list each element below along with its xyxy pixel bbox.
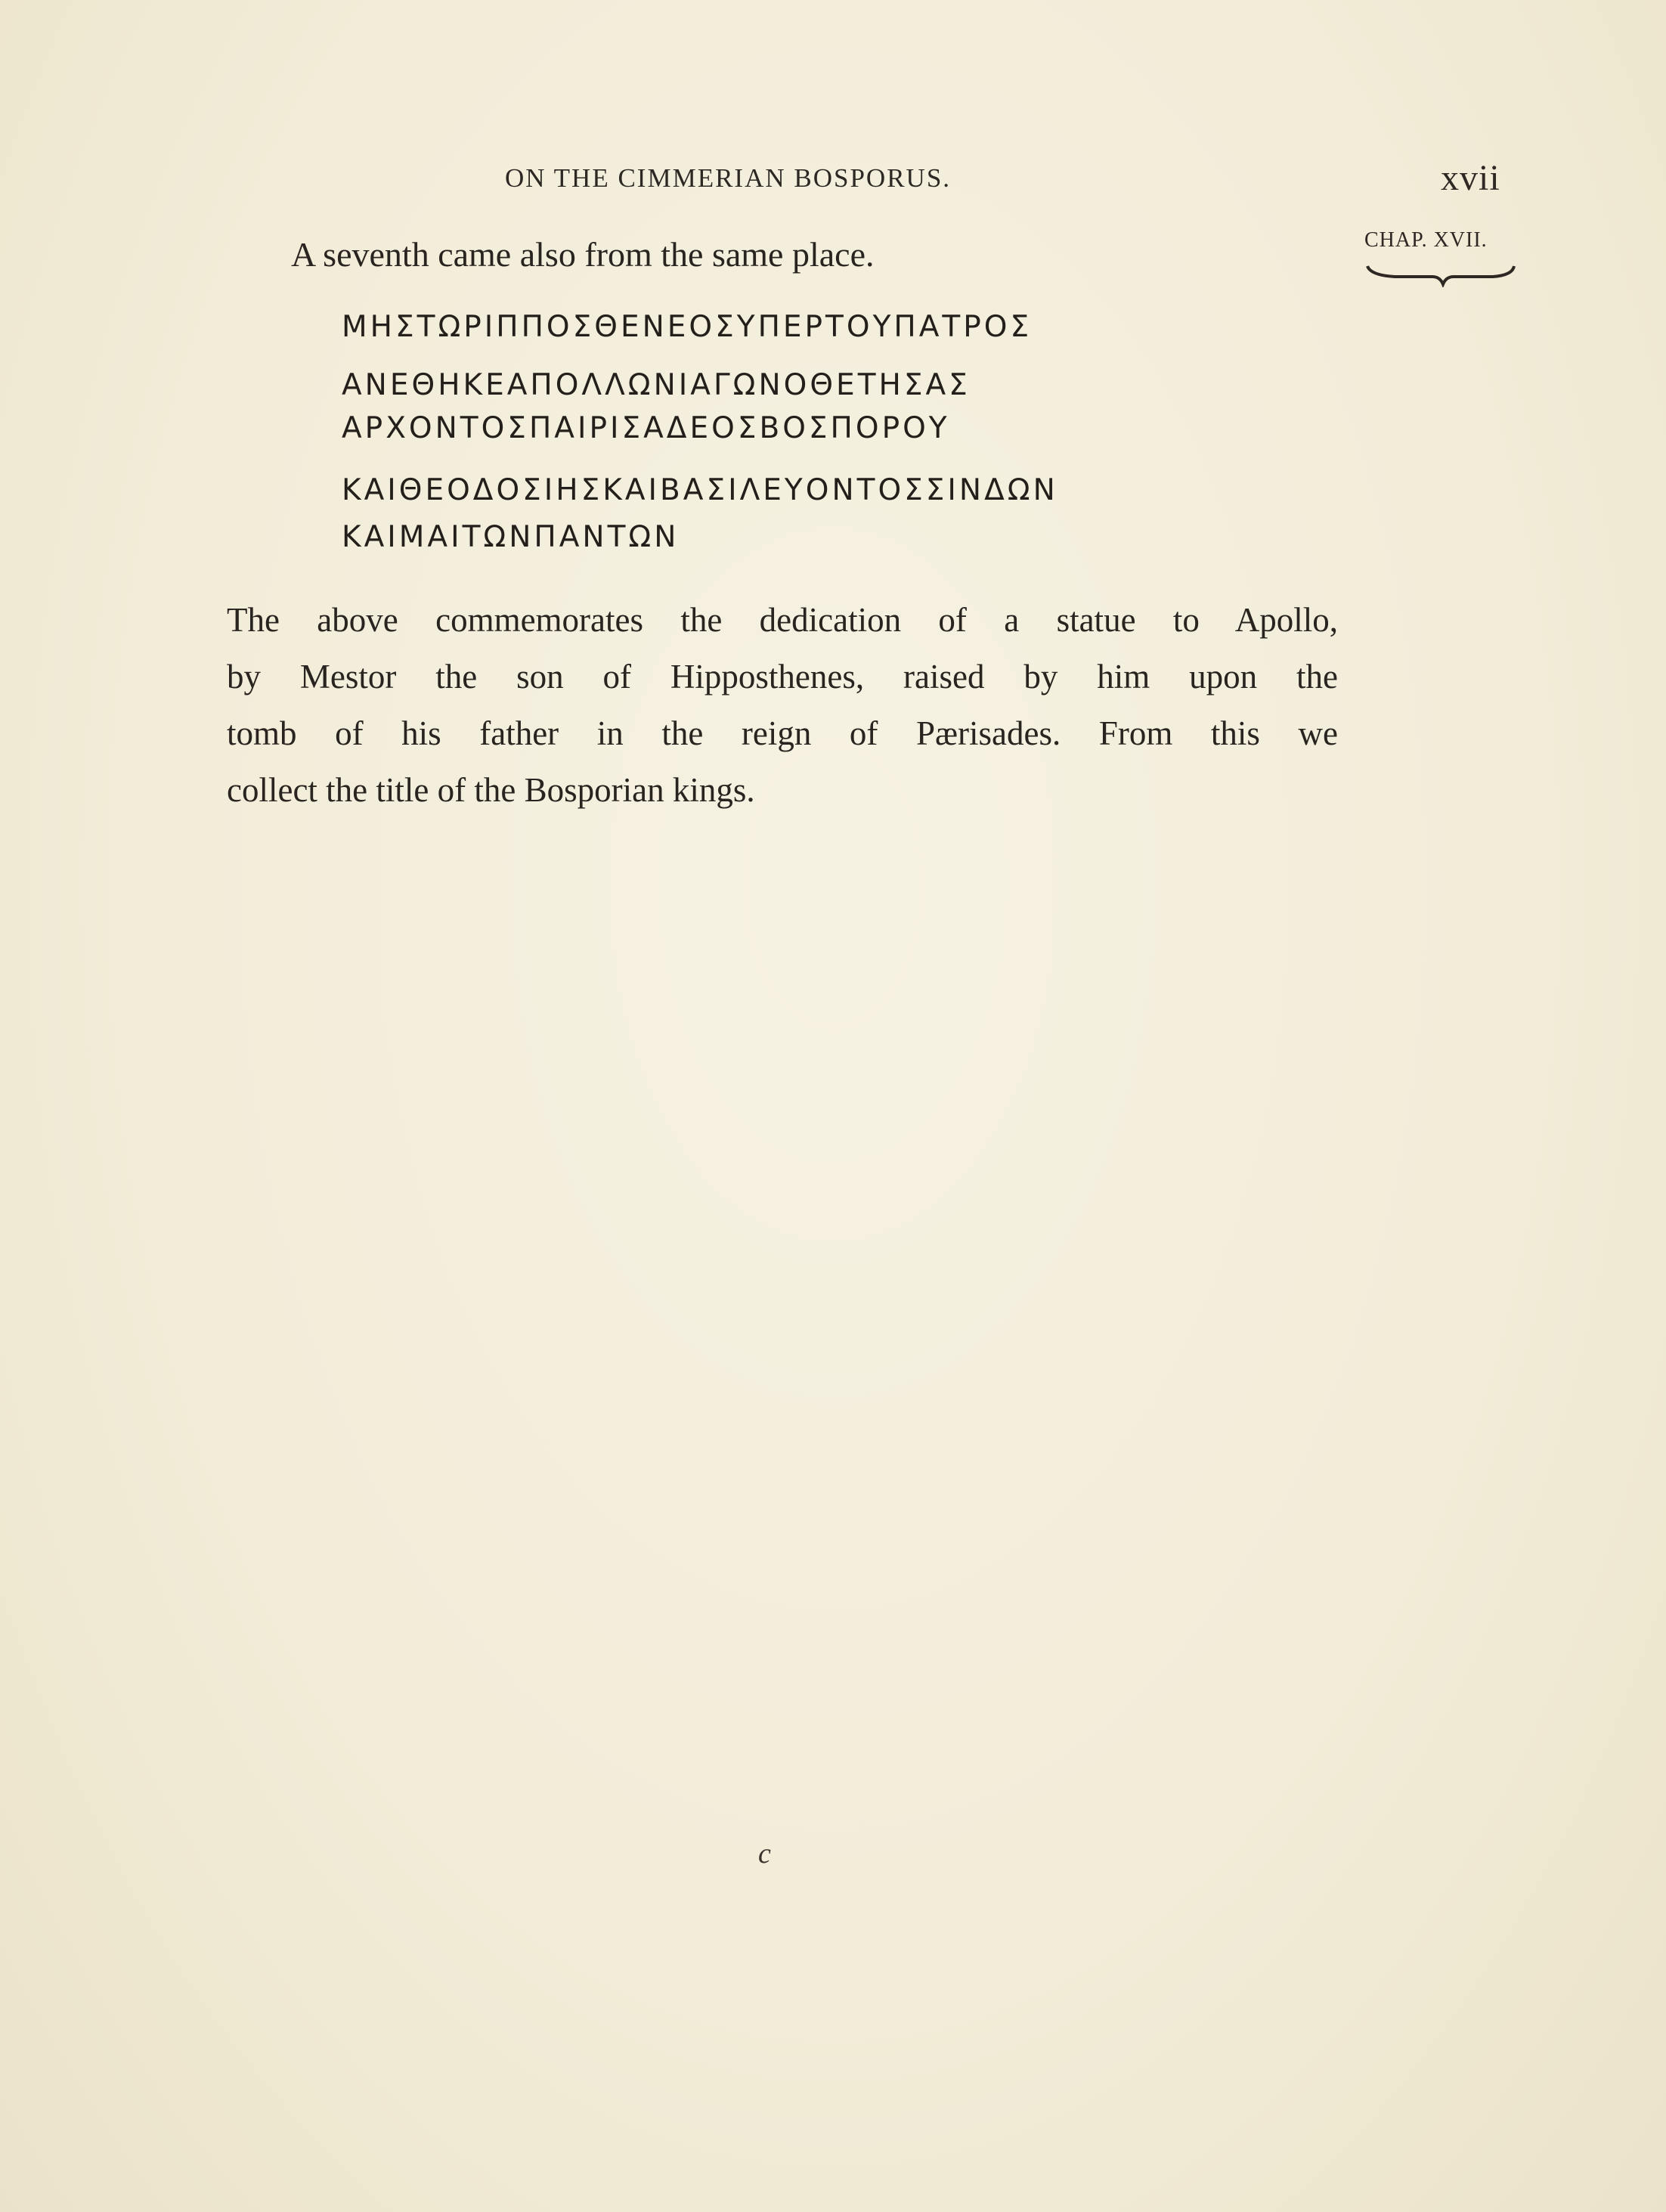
paragraph-line: by Mestor the son of Hipposthenes, raised by him upon the	[227, 658, 1338, 696]
inscription-line-5: ΚΑΙΜΑΙΤΩΝΠΑΝΤΩΝ	[342, 520, 680, 554]
signature-mark: c	[758, 1838, 771, 1870]
intro-line: A seventh came also from the same place.	[291, 235, 875, 274]
page-number: xvii	[1441, 158, 1500, 198]
running-head-title: ON THE CIMMERIAN BOSPORUS.	[505, 163, 952, 193]
brace-ornament	[1364, 260, 1516, 287]
inscription-line-4: ΚΑΙΘΕΟΔΟΣΙΗΣΚΑΙΒΑΣΙΛΕΥΟΝΤΟΣΣΙΝΔΩΝ	[342, 473, 1058, 507]
inscription-line-2: ΑΝΕΘΗΚΕΑΠΟΛΛΩΝΙΑΓΩΝΟΘΕΤΗΣΑΣ	[342, 368, 971, 402]
paragraph-line: collect the title of the Bosporian kings.	[227, 771, 755, 809]
paragraph-line: tomb of his father in the reign of Pærisades. From this we	[227, 714, 1338, 752]
commentary-paragraph	[227, 592, 1338, 819]
chapter-side-note: CHAP. XVII.	[1364, 228, 1488, 252]
paragraph-line: The above commemorates the dedication of a statue to Apollo,	[227, 601, 1338, 639]
inscription-line-1: ΜΗΣΤΩΡΙΠΠΟΣΘΕΝΕΟΣΥΠΕΡΤΟΥΠΑΤΡΟΣ	[342, 310, 1033, 344]
inscription-line-3: ΑΡΧΟΝΤΟΣΠΑΙΡΙΣΑΔΕΟΣΒΟΣΠΟΡΟΥ	[342, 411, 950, 445]
